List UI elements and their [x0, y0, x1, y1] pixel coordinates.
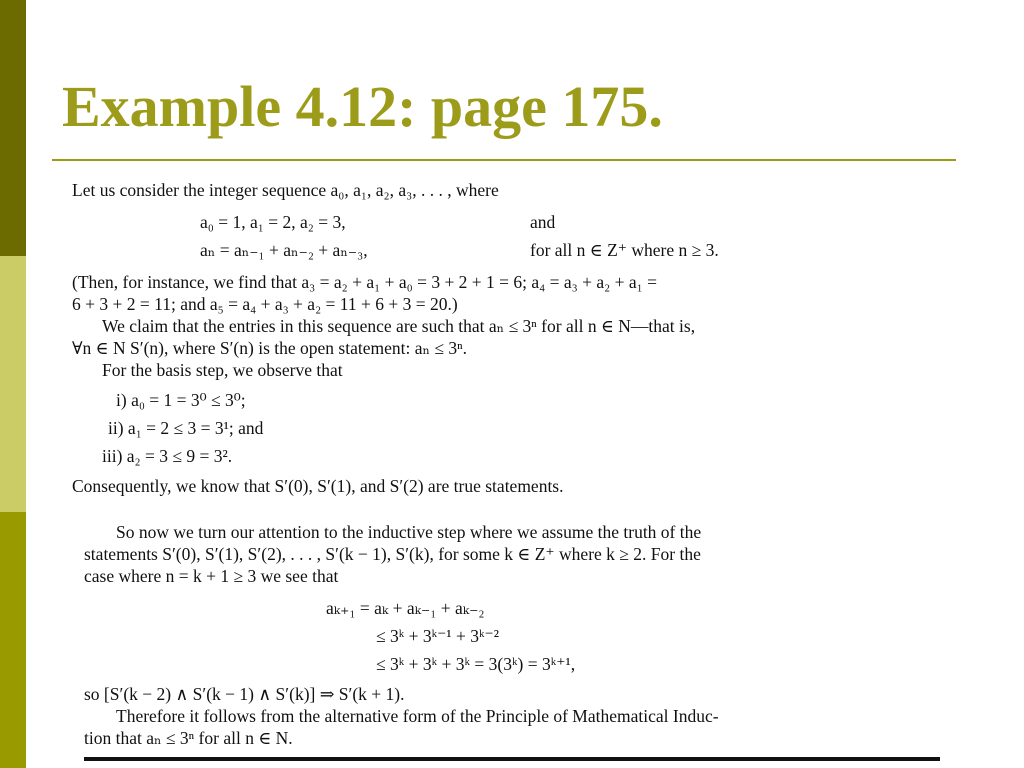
text-line: ∀n ∈ N S′(n), where S′(n) is the open statement: aₙ ≤ 3ⁿ.	[72, 338, 468, 358]
text-line: Let us consider the integer sequence a₀, a₁, a₂, a₃, . . . , where	[72, 180, 499, 200]
text-line: and	[530, 212, 556, 232]
left-bar-mid	[0, 512, 26, 768]
text-line: aₙ = aₙ₋₁ + aₙ₋₂ + aₙ₋₃,	[200, 240, 368, 260]
text-line: tion that aₙ ≤ 3ⁿ for all n ∈ N.	[84, 728, 293, 748]
text-line: aₖ₊₁ = aₖ + aₖ₋₁ + aₖ₋₂	[326, 598, 485, 618]
left-bar-dark	[0, 0, 26, 256]
text-line: i) a₀ = 1 = 3⁰ ≤ 3⁰;	[116, 390, 246, 410]
text-line: iii) a₂ = 3 ≤ 9 = 3².	[102, 446, 233, 466]
left-bar-light	[0, 256, 26, 512]
text-line: Consequently, we know that S′(0), S′(1), and S′(2) are true statements.	[72, 476, 564, 496]
text-line: We claim that the entries in this sequence are such that aₙ ≤ 3ⁿ for all n ∈ N—that is,	[102, 316, 696, 336]
slide-title: Example 4.12: page 175.	[62, 74, 663, 139]
text-line: (Then, for instance, we find that a₃ = a₂ + a₁ + a₀ = 3 + 2 + 1 = 6; a₄ = a₃ + a₂ + a₁ =	[72, 272, 657, 292]
text-line: ii) a₁ = 2 ≤ 3 = 3¹; and	[108, 418, 264, 438]
text-line: for all n ∈ Z⁺ where n ≥ 3.	[530, 240, 719, 260]
text-line: ≤ 3ᵏ + 3ᵏ⁻¹ + 3ᵏ⁻²	[376, 626, 499, 646]
text-line: So now we turn our attention to the inductive step where we assume the truth of the	[116, 522, 702, 542]
text-line: 6 + 3 + 2 = 11; and a₅ = a₄ + a₃ + a₂ = 11 + 6 + 3 = 20.)	[72, 294, 458, 314]
text-line: statements S′(0), S′(1), S′(2), . . . , S′(k − 1), S′(k), for some k ∈ Z⁺ where k ≥ 2. For the	[84, 544, 701, 564]
text-line: Therefore it follows from the alternative form of the Principle of Mathematical Induc-	[116, 706, 719, 726]
bottom-rule	[84, 757, 940, 761]
text-line: For the basis step, we observe that	[102, 360, 343, 380]
text-line: a₀ = 1, a₁ = 2, a₂ = 3,	[200, 212, 346, 232]
text-line: case where n = k + 1 ≥ 3 we see that	[84, 566, 339, 586]
text-line: ≤ 3ᵏ + 3ᵏ + 3ᵏ = 3(3ᵏ) = 3ᵏ⁺¹,	[376, 654, 576, 674]
title-rule	[52, 159, 956, 161]
text-line: so [S′(k − 2) ∧ S′(k − 1) ∧ S′(k)] ⇒ S′(k + 1).	[84, 684, 405, 704]
